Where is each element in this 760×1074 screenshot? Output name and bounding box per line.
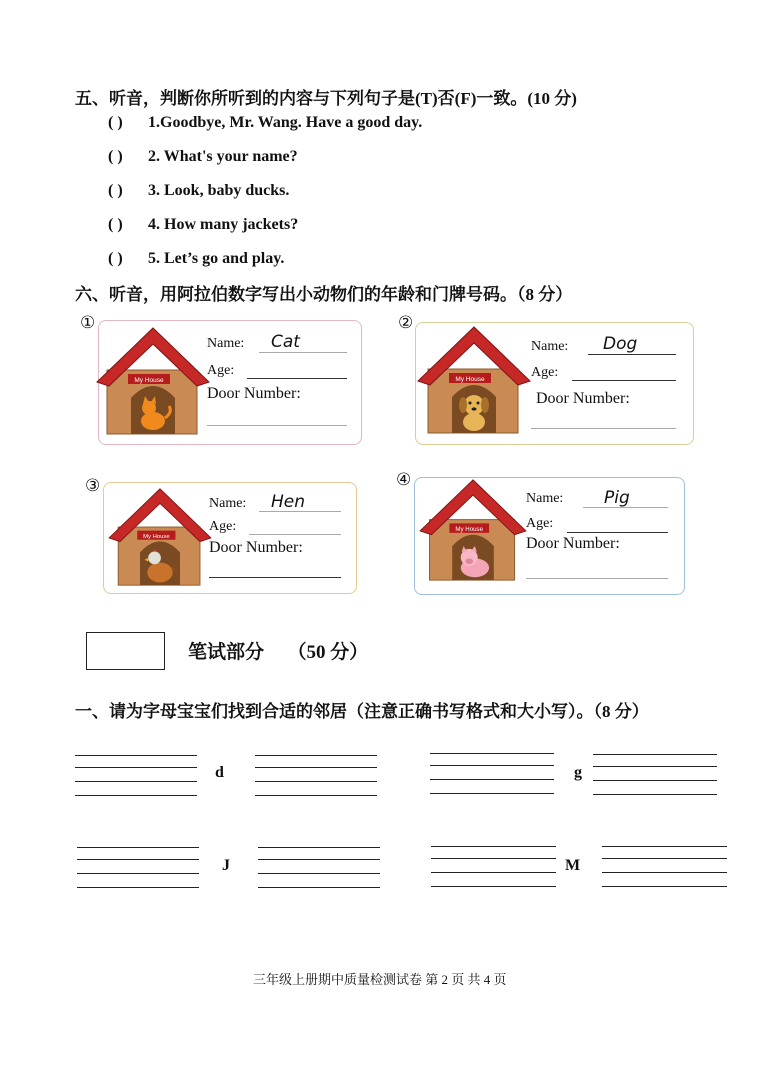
age-line[interactable] xyxy=(249,534,341,535)
animal-name: Cat xyxy=(271,332,300,352)
question-text: 1.Goodbye, Mr. Wang. Have a good day. xyxy=(148,114,423,131)
tf-question-2 xyxy=(108,148,298,166)
letter-d: d xyxy=(215,764,224,781)
age-label: Age: xyxy=(526,516,554,531)
door-label: Door Number: xyxy=(536,390,630,407)
age-label: Age: xyxy=(531,365,559,380)
letter-M: M xyxy=(565,857,581,874)
name-line xyxy=(588,354,676,355)
age-line[interactable] xyxy=(567,532,668,533)
card-number-3: ③ xyxy=(85,476,101,495)
card-number-4: ④ xyxy=(396,470,412,489)
name-label: Name: xyxy=(526,491,564,506)
answer-blank[interactable]: ( ) xyxy=(108,114,123,131)
writing-lines[interactable] xyxy=(77,847,199,889)
age-label: Age: xyxy=(207,363,235,378)
question-text: 2. What's your name? xyxy=(148,148,298,165)
door-line[interactable] xyxy=(526,578,668,579)
house-icon xyxy=(414,325,534,435)
age-label: Age: xyxy=(209,519,237,534)
card-number-1: ① xyxy=(80,313,96,332)
written-part-title xyxy=(188,637,368,664)
name-line xyxy=(259,352,347,353)
written-title: 笔试部分 xyxy=(188,642,265,663)
answer-blank[interactable]: ( ) xyxy=(108,182,123,199)
writing-lines[interactable] xyxy=(431,846,556,888)
door-line[interactable] xyxy=(207,425,347,426)
house-icon xyxy=(100,487,220,587)
section6-title: 六、听音，用阿拉伯数字写出小动物们的年龄和门牌号码。（8 分） xyxy=(75,285,573,304)
writing-lines[interactable] xyxy=(258,847,380,889)
house-sign: My House xyxy=(143,533,170,540)
writing-lines[interactable] xyxy=(430,753,554,795)
door-label: Door Number: xyxy=(209,539,303,556)
house-icon xyxy=(413,478,533,582)
door-line[interactable] xyxy=(531,428,676,429)
animal-name: Hen xyxy=(271,492,306,512)
animal-name: Pig xyxy=(604,488,630,508)
animal-name: Dog xyxy=(603,334,638,354)
name-label: Name: xyxy=(531,339,569,354)
answer-blank[interactable]: ( ) xyxy=(108,250,123,267)
writing-lines[interactable] xyxy=(593,754,717,796)
tf-question-1 xyxy=(108,114,422,132)
tf-question-3 xyxy=(108,182,289,200)
door-label: Door Number: xyxy=(526,535,620,552)
section1-title: 一、请为字母宝宝们找到合适的邻居（注意正确书写格式和大小写）。（8 分） xyxy=(75,702,649,721)
question-text: 4. How many jackets? xyxy=(148,216,299,233)
tf-question-4 xyxy=(108,216,298,234)
answer-blank[interactable]: ( ) xyxy=(108,216,123,233)
door-label: Door Number: xyxy=(207,385,301,402)
letter-J: J xyxy=(222,857,230,874)
house-sign: My House xyxy=(455,376,485,383)
letter-g: g xyxy=(574,764,582,781)
answer-blank[interactable]: ( ) xyxy=(108,148,123,165)
animal-card-cat xyxy=(98,320,362,445)
score-box[interactable] xyxy=(86,632,165,670)
age-line[interactable] xyxy=(247,378,347,379)
house-sign: My House xyxy=(455,525,484,533)
name-line xyxy=(583,507,668,508)
name-label: Name: xyxy=(209,496,247,511)
question-text: 5. Let’s go and play. xyxy=(148,250,285,267)
animal-card-pig xyxy=(414,477,685,595)
house-icon xyxy=(93,326,213,436)
section5-title: 五、听音，判断你所听到的内容与下列句子是(T)否(F)一致。(10 分) xyxy=(75,89,577,108)
name-label: Name: xyxy=(207,336,245,351)
animal-card-hen xyxy=(103,482,357,594)
question-text: 3. Look, baby ducks. xyxy=(148,182,290,199)
house-sign: My House xyxy=(134,377,164,384)
page-footer: 三年级上册期中质量检测试卷 第 2 页 共 4 页 xyxy=(253,972,507,987)
writing-lines[interactable] xyxy=(255,755,377,797)
tf-question-5 xyxy=(108,250,284,268)
name-line xyxy=(259,511,341,512)
writing-lines[interactable] xyxy=(602,846,727,888)
animal-card-dog xyxy=(415,322,694,445)
card-number-2: ② xyxy=(398,313,414,332)
writing-lines[interactable] xyxy=(75,755,197,797)
age-line[interactable] xyxy=(572,380,676,381)
written-score: （50 分） xyxy=(287,642,369,663)
door-line[interactable] xyxy=(209,577,341,578)
